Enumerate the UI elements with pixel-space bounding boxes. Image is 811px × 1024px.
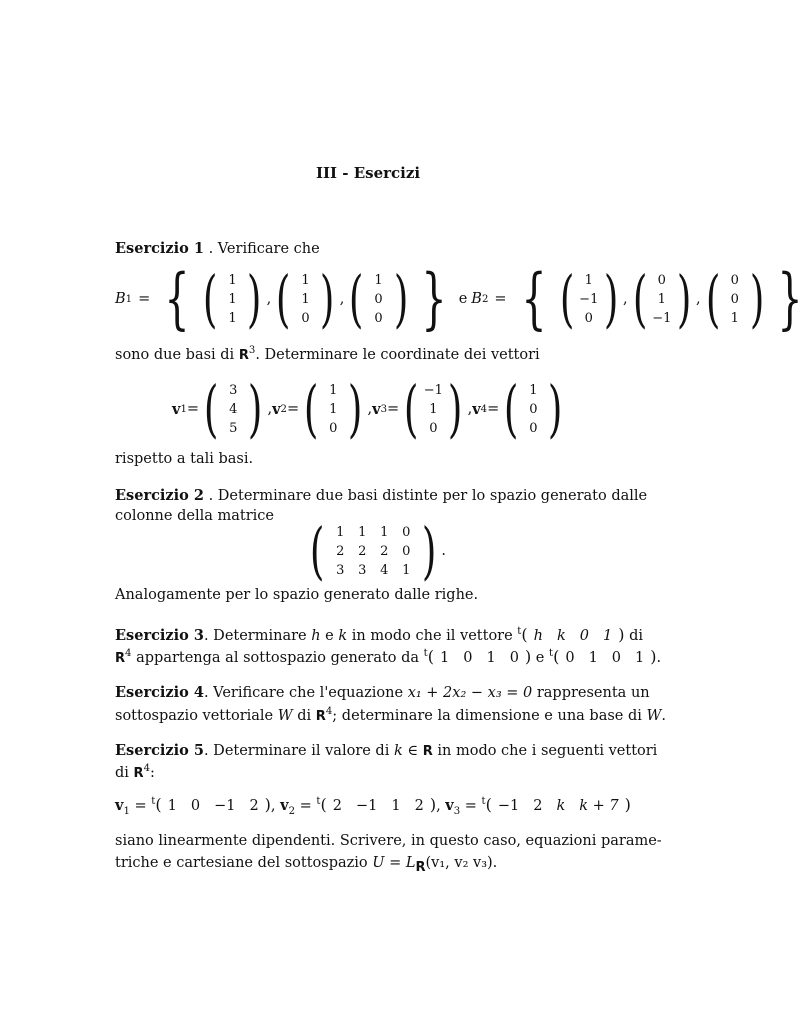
left-paren: (: [705, 262, 720, 335]
vector-entry: 1: [730, 310, 739, 326]
right-paren: ): [548, 372, 563, 445]
b2-sub: 2: [481, 293, 489, 305]
ex1-bases-line: [115, 260, 811, 337]
vector-entry: 1: [635, 650, 645, 666]
vector-entry: 1: [657, 291, 666, 307]
vector-entry: 1: [486, 650, 496, 666]
vector-label: v: [445, 797, 454, 814]
transpose-mark: t: [549, 648, 554, 660]
left-paren: (: [632, 262, 647, 335]
left-paren: (: [203, 372, 219, 445]
var-h: h: [311, 628, 321, 644]
ex3-vector: [528, 628, 619, 644]
column-vector: [199, 372, 267, 445]
real-symbol: R: [238, 347, 249, 363]
period: .: [441, 543, 447, 559]
vector-entries: [725, 271, 745, 328]
equals-sign: =: [487, 401, 500, 417]
vector-entry: 1: [301, 272, 310, 288]
equals-sign: =: [286, 401, 300, 417]
vector-entry: 1: [429, 401, 438, 417]
ex2-after: Analogamente per lo spazio generato dalle righe.: [115, 587, 479, 603]
matrix-cell: 2: [380, 543, 389, 559]
vector-entry: 1: [167, 798, 177, 814]
left-paren: (: [155, 795, 162, 814]
ex3-l2a: appartenga al sottospazio generato da: [131, 650, 424, 666]
real-symbol: R: [415, 859, 426, 875]
vector-entry: −1: [497, 798, 520, 814]
var-k: k: [338, 628, 348, 644]
matrix-cell: 1: [358, 524, 367, 540]
vector-entry: 0: [329, 420, 338, 436]
vector-entries: [579, 271, 599, 328]
vector-sub: 1: [180, 403, 187, 415]
left-paren: (: [349, 262, 364, 335]
vector-entry: 0: [374, 291, 383, 307]
ex2-heading: Esercizio 2: [115, 487, 204, 504]
ex5-line1: [115, 742, 657, 759]
column-vector: [399, 372, 467, 445]
exp3: 3: [248, 345, 256, 356]
ex3-l1b: in modo che il vettore: [347, 628, 518, 644]
vector-entry: 0: [584, 310, 593, 326]
vector-entries: [523, 381, 543, 438]
page-title: III - Esercizi: [316, 164, 421, 182]
vector-label: v: [272, 400, 281, 418]
ex5-line2: [115, 763, 155, 781]
comma: ,: [266, 291, 272, 307]
ex5-l4a: triche e cartesiane del sottospazio: [115, 855, 373, 871]
b1-sub: 1: [125, 293, 133, 305]
ex5-l1b: in modo che i seguenti vettori: [432, 743, 658, 759]
matrix-grid: [329, 523, 417, 580]
vector-entry: 0: [301, 310, 310, 326]
left-paren: (: [203, 262, 218, 335]
matrix-cell: 2: [358, 543, 367, 559]
vector-entries: [223, 381, 243, 438]
conjunction: e: [458, 291, 468, 307]
ex3-l2c: .: [656, 650, 662, 666]
equals-sign: =: [494, 291, 507, 307]
right-paren: ): [448, 372, 463, 445]
vector-entry: 4: [229, 401, 238, 417]
open-brace: {: [520, 260, 547, 337]
column-vector: [344, 262, 412, 335]
ex3-l2b: e: [531, 650, 549, 666]
column-vector: [299, 372, 367, 445]
ex2-line2: colonne della matrice: [115, 508, 274, 524]
ex5-line4: [115, 855, 497, 875]
right-paren: ): [624, 795, 631, 814]
ex4-line1: [115, 684, 650, 701]
right-paren: ): [429, 795, 437, 814]
comma: ,: [339, 291, 345, 307]
vector-entry: 1: [329, 401, 338, 417]
vector-entry: 1: [228, 310, 237, 326]
column-vector: [198, 262, 266, 335]
transpose-mark: t: [151, 796, 156, 808]
vector-label: v: [172, 400, 181, 418]
equals-sign: =: [460, 798, 482, 814]
column-vector: [628, 262, 696, 335]
right-paren: ): [422, 514, 437, 587]
ex4-l2d: .: [661, 707, 667, 724]
vector-entry: 1: [228, 272, 237, 288]
matrix-cell: 3: [358, 562, 367, 578]
matrix-cell: 1: [336, 524, 345, 540]
ex4-equation: x₁ + 2x₂ − x₃ = 0: [407, 685, 533, 701]
var-w: W: [277, 707, 293, 724]
vector-entry: 3: [229, 382, 238, 398]
ex4-l2c: ; determinare la dimensione e una base di: [332, 707, 647, 724]
column-vector: [271, 262, 339, 335]
comma: ,: [695, 291, 701, 307]
ex3-line1: Esercizio 3. Determinare h e k in modo che il vettore $^t$( h k 0 1 ) di: [115, 625, 644, 644]
vector-entry: k + 7: [579, 798, 619, 814]
left-paren: (: [276, 262, 291, 335]
equals-sign: =: [186, 401, 200, 417]
right-paren: ): [676, 262, 692, 335]
vector-entry: 5: [229, 420, 238, 436]
vector-entry: 0: [190, 798, 201, 814]
vector-entry: k: [556, 798, 566, 814]
equals-sign: =: [295, 798, 317, 814]
vector-entries: [323, 381, 343, 438]
vector-entries: [295, 271, 315, 328]
comma: ,: [467, 401, 473, 417]
ex5-l2a: di: [115, 764, 134, 781]
vector-entry: 0: [374, 310, 383, 326]
ex3-line2: $R^4$ appartenga al sottospazio generato da $^t$( 1 0 1 0 ) e $^t$( 0 1 0 1 ).: [115, 647, 662, 666]
ex5-u: U = L: [372, 855, 416, 871]
left-paren: (: [485, 795, 492, 814]
right-paren: ): [393, 262, 408, 335]
ex1-text2b: . Determinare le coordinate dei vettori: [255, 346, 540, 363]
equals-sign: =: [387, 401, 400, 417]
ex3-vector2: [434, 650, 525, 666]
left-paren: (: [320, 795, 327, 814]
matrix-cell: 1: [402, 562, 411, 578]
vector-entry: 2: [414, 798, 424, 814]
matrix-cell: 3: [336, 562, 345, 578]
vector-entry: −1: [423, 382, 443, 398]
comma: ,: [622, 291, 628, 307]
right-paren: ): [603, 262, 619, 335]
b1-label: B: [115, 291, 126, 307]
vector-sub: 4: [480, 403, 488, 415]
vector-label: v: [472, 400, 481, 418]
vector-entry: 1: [374, 272, 383, 288]
vector-entry: 2: [533, 798, 543, 814]
real-symbol: R: [422, 744, 433, 759]
left-paren: (: [303, 372, 319, 445]
transpose-mark: t: [316, 796, 321, 808]
ex5-l1a: . Determinare il valore di: [203, 743, 394, 759]
vector-label: v: [115, 797, 124, 814]
ex5-line3: siano linearmente dipendenti. Scrivere, in questo caso, equazioni parame-: [115, 833, 662, 849]
ex3-l1a: . Determinare: [203, 628, 312, 644]
column-vector: [555, 262, 623, 335]
transpose-mark: t: [517, 626, 522, 638]
vector-entry: 0: [529, 401, 538, 417]
right-paren: ): [749, 262, 765, 335]
vector-sub: 1: [123, 805, 130, 817]
ex5-vector-list: [115, 795, 631, 817]
ex2-line1-text: . Determinare due basi distinte per lo spazio generato dalle: [208, 488, 648, 504]
ex1-intro: . Verificare che: [208, 241, 320, 257]
left-paren: (: [309, 514, 325, 587]
vector-entry: 0: [509, 650, 519, 666]
vector-entry: h: [533, 628, 543, 644]
matrix-cell: 4: [380, 562, 389, 578]
row-vector: [492, 798, 625, 814]
matrix-cell: 2: [336, 543, 345, 559]
ex5-heading: Esercizio 5: [115, 742, 204, 759]
vector-entry: 0: [565, 650, 575, 666]
ex4-l1a: . Verificare che l'equazione: [203, 685, 408, 701]
vector-entry: 0: [730, 291, 739, 307]
vector-entries: [652, 271, 672, 328]
ex4-line2: [115, 706, 666, 724]
open-brace: {: [164, 260, 190, 337]
ex1-text2a: sono due basi di: [115, 346, 239, 363]
vector-entry: 1: [228, 291, 237, 307]
ex1-heading: Esercizio 1: [115, 240, 204, 257]
vector-entries: [423, 381, 443, 438]
ex5-k-in: k ∈: [393, 743, 423, 759]
vector-sub: 3: [453, 805, 461, 817]
column-vector: [701, 262, 769, 335]
vector-sub: 2: [288, 805, 296, 817]
exp4: 4: [143, 763, 151, 774]
right-paren: ): [247, 262, 262, 335]
real-symbol: R: [315, 708, 326, 724]
exp4: 4: [325, 706, 333, 717]
vector-sub: 2: [280, 403, 287, 415]
ex3-e: e: [320, 628, 339, 644]
right-paren: ): [348, 372, 363, 445]
equals-sign: =: [138, 291, 151, 307]
vector-entry: −1: [355, 798, 378, 814]
vector-label: v: [372, 400, 381, 418]
vector-label: v: [280, 797, 289, 814]
ex2-matrix: [305, 514, 447, 587]
b2-vectors: [555, 262, 769, 335]
vector-sub: 3: [380, 403, 388, 415]
ex3-heading: Esercizio 3: [115, 627, 204, 644]
vector-entry: 0: [529, 420, 538, 436]
row-vector: [327, 798, 430, 814]
column-vector: [499, 372, 567, 445]
comma: ,: [267, 401, 273, 417]
vector-entry: 1: [391, 798, 401, 814]
comma: ,: [436, 798, 446, 814]
vector-entry: 1: [301, 291, 310, 307]
vector-entry: 1: [529, 382, 538, 398]
vector-entry: −1: [214, 798, 236, 814]
equals-sign: =: [129, 798, 152, 814]
transpose-mark: t: [481, 796, 486, 808]
ex1-intro-line: [115, 240, 320, 257]
vector-entry: 0: [579, 628, 589, 644]
left-paren: (: [404, 372, 419, 445]
b1-vectors: [198, 262, 412, 335]
vector-entries: [222, 271, 242, 328]
ex4-l1b: rappresenta un: [532, 685, 650, 701]
right-paren: ): [320, 262, 335, 335]
var-w: W: [646, 707, 662, 724]
right-paren: ): [264, 795, 271, 814]
row-vector: [162, 798, 265, 814]
vector-entry: 0: [657, 272, 666, 288]
vector-entry: 1: [584, 272, 593, 288]
vector-entry: 0: [463, 650, 473, 666]
vector-entry: −1: [579, 291, 599, 307]
close-brace: }: [777, 260, 803, 337]
b2-label: B: [471, 291, 482, 307]
ex5-l2b: :: [150, 764, 155, 781]
vector-entry: 2: [332, 798, 342, 814]
close-brace: }: [421, 260, 447, 337]
matrix-cell: 0: [402, 543, 411, 559]
vector-entry: 0: [429, 420, 438, 436]
vector-entry: 1: [603, 628, 613, 644]
real-symbol: R: [115, 651, 126, 666]
ex3-vector3: [559, 650, 650, 666]
exp4: 4: [125, 648, 132, 660]
vector-entry: 0: [611, 650, 622, 666]
ex4-l2b: di: [292, 707, 316, 724]
ex1-text2: [115, 345, 540, 363]
vector-entry: 1: [329, 382, 338, 398]
vector-entry: 0: [730, 272, 739, 288]
left-paren: (: [559, 262, 574, 335]
ex3-l1c: di: [624, 628, 644, 644]
vector-entry: 2: [249, 798, 259, 814]
ex2-line1: [115, 487, 648, 504]
matrix-cell: 1: [380, 524, 389, 540]
ex4-heading: Esercizio 4: [115, 684, 204, 701]
right-paren: ): [248, 372, 263, 445]
comma: ,: [367, 401, 373, 417]
vector-entries: [369, 271, 389, 328]
vector-entry: k: [556, 628, 566, 644]
vector-entry: −1: [652, 310, 672, 326]
comma: ,: [270, 798, 281, 814]
real-symbol: R: [133, 765, 144, 781]
transpose-mark: t: [423, 648, 428, 660]
ex5-l4b: (v₁, v₂ v₃).: [425, 855, 498, 871]
ex1-vector-list: [172, 372, 568, 445]
left-paren: (: [504, 372, 519, 445]
vector-entry: 1: [588, 650, 598, 666]
ex4-l2a: sottospazio vettoriale: [115, 707, 278, 724]
ex1-text3: rispetto a tali basi.: [115, 451, 254, 467]
vector-entry: 1: [440, 650, 450, 666]
matrix-cell: 0: [402, 524, 411, 540]
